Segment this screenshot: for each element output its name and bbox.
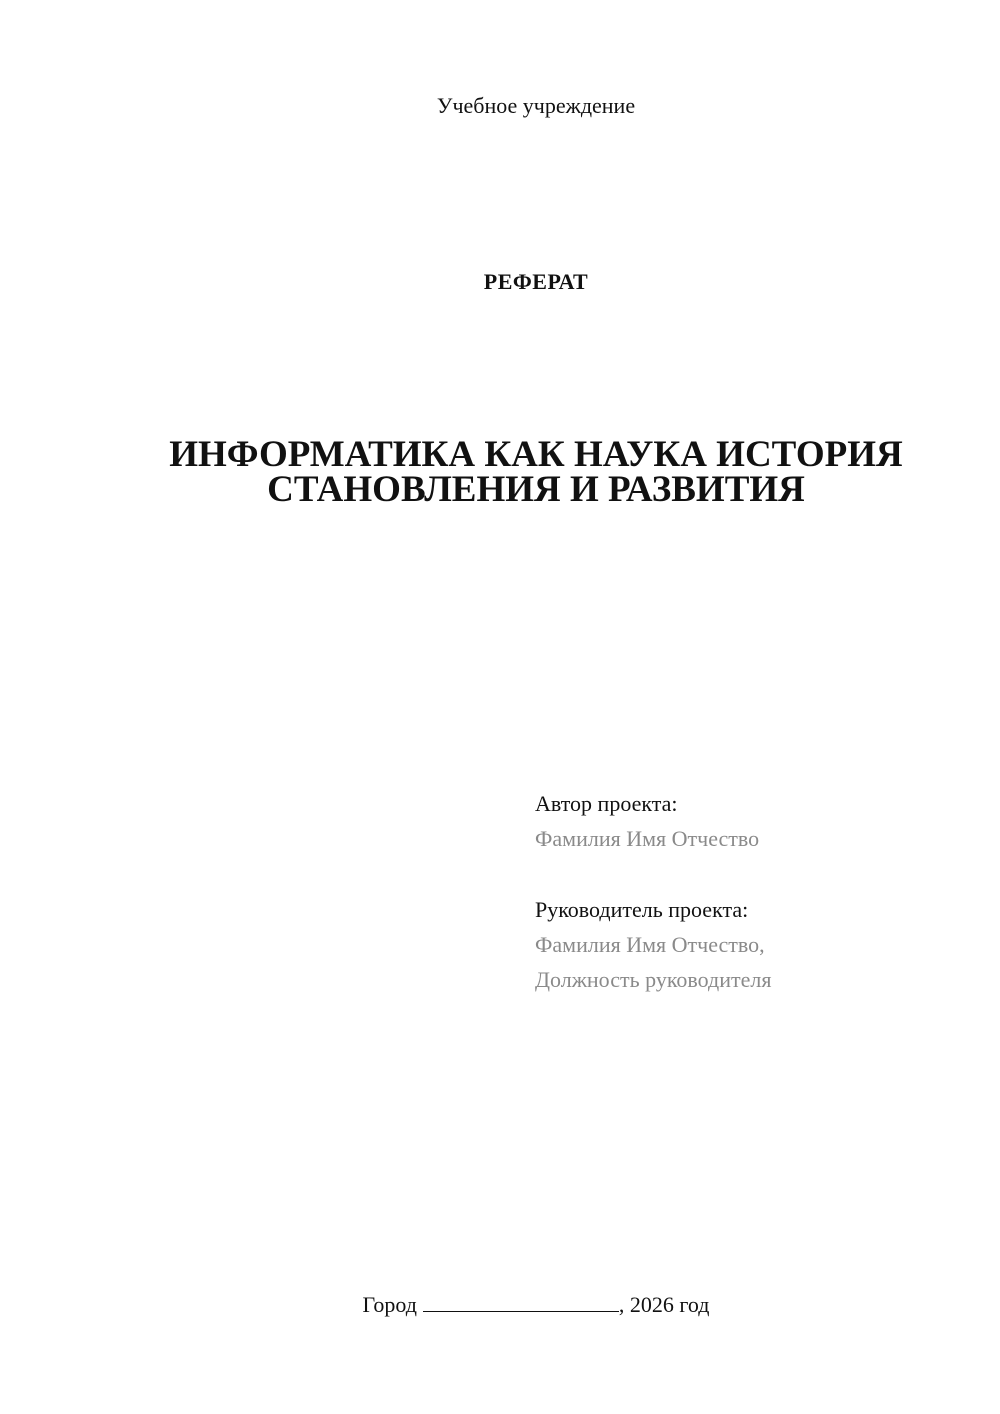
document-title-line-1: ИНФОРМАТИКА КАК НАУКА ИСТОРИЯ [169,434,903,475]
city-year-line [150,1289,922,1320]
author-block [535,786,955,856]
document-title-line-2: СТАНОВЛЕНИЯ И РАЗВИТИЯ [267,469,805,510]
supervisor-position-placeholder: Должность руководителя [535,967,772,992]
supervisor-block [535,892,955,997]
supervisor-label: Руководитель проекта: [535,897,749,922]
supervisor-name-placeholder: Фамилия Имя Отчество, [535,932,765,957]
author-label: Автор проекта: [535,791,678,816]
year-text: , 2026 год [618,1292,710,1317]
city-label: Город [362,1292,417,1317]
author-name-placeholder: Фамилия Имя Отчество [535,826,760,851]
institution-name: Учебное учреждение [436,93,636,118]
document-title [150,434,922,510]
document-type: РЕФЕРАТ [483,269,589,294]
city-blank-line [423,1289,619,1312]
